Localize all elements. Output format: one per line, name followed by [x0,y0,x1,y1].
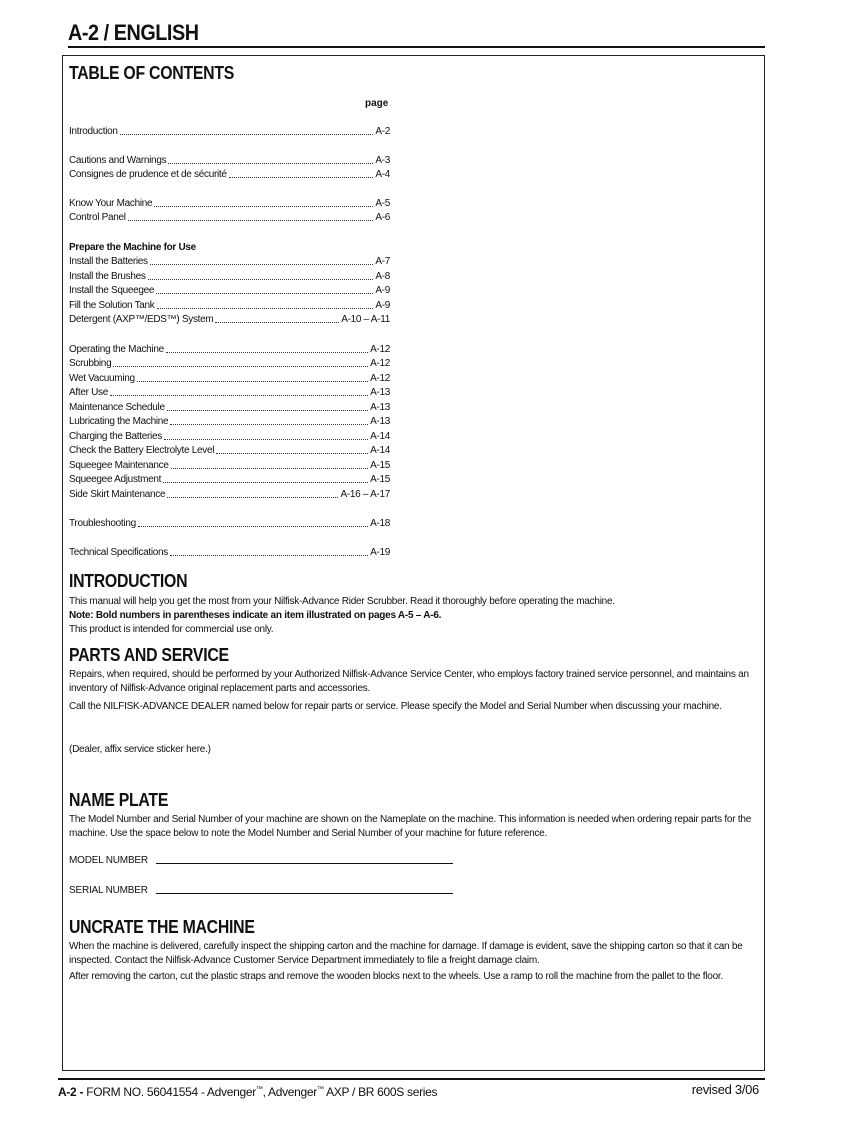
toc-leader [120,134,374,135]
toc-leader [167,497,338,498]
toc-leader [168,163,373,164]
toc-entry[interactable]: Know Your Machine A-5 [69,198,390,209]
toc-entry[interactable]: Side Skirt Maintenance A-16 – A-17 [69,489,390,500]
toc-entry[interactable]: Fill the Solution Tank A-9 [69,300,390,311]
serial-number-line[interactable] [156,892,453,894]
toc-leader [164,439,368,440]
page-title: A-2 / ENGLISH [68,20,199,45]
parts-service-paragraph: Repairs, when required, should be performed by your Authorized Nilfisk-Advance Service Center, who employs factory trained service personnel, and maintains an inventory of Nilfisk-Advance original replacement parts and accessories. [69,669,749,694]
introduction-line: This manual will help you get the most from your Nilfisk-Advance Rider Scrubber. Read it thoroughly before operating the machine. [69,596,615,607]
toc-leader [148,279,374,280]
dealer-sticker-text: (Dealer, affix service sticker here.) [69,744,211,755]
toc-leader [110,395,368,396]
name-plate-paragraph: The Model Number and Serial Number of your machine are shown on the Nameplate on the machine. This information is needed when ordering repair parts for the machine. Use the space below to note the Model Number and Serial Number of your machine for future reference. [69,814,752,839]
introduction-line: This product is intended for commercial use only. [69,624,274,635]
toc-entry[interactable]: Squeegee Adjustment A-15 [69,474,390,485]
toc-entry[interactable]: Lubricating the Machine A-13 [69,416,390,427]
page-header [68,20,765,48]
toc-leader [157,308,374,309]
model-number-line[interactable] [156,862,453,864]
parts-service-heading: PARTS AND SERVICE [69,645,229,665]
footer-revision: revised 3/06 [691,1082,759,1097]
toc-leader [163,482,368,483]
toc-leader [167,410,368,411]
uncrate-heading: UNCRATE THE MACHINE [69,917,255,937]
toc-leader [170,555,368,556]
toc-entry[interactable]: Detergent (AXP™/EDS™) System A-10 – A-11 [69,314,390,325]
serial-number-label: SERIAL NUMBER [69,885,148,896]
toc-entry[interactable]: Wet Vacuuming A-12 [69,373,390,384]
toc-entry[interactable]: Introduction A-2 [69,126,390,137]
toc-leader [216,453,368,454]
toc-entry[interactable]: Cautions and Warnings A-3 [69,155,390,166]
toc-heading: TABLE OF CONTENTS [69,63,235,83]
toc-leader [166,352,368,353]
footer-form-info: A-2 - FORM NO. 56041554 - Advenger™, Advenger™ AXP / BR 600S series [58,1085,438,1099]
toc-entry[interactable]: Install the Squeegee A-9 [69,285,390,296]
toc-entry[interactable]: Check the Battery Electrolyte Level A-14 [69,445,390,456]
model-number-field[interactable] [69,855,453,866]
toc-subheading: Prepare the Machine for Use [69,242,196,253]
toc-entry[interactable]: After Use A-13 [69,387,390,398]
toc-entry[interactable]: Charging the Batteries A-14 [69,431,390,442]
toc-entry[interactable]: Scrubbing A-12 [69,358,390,369]
footer-page-number: A-2 [58,1085,77,1099]
uncrate-paragraph: After removing the carton, cut the plastic straps and remove the wooden blocks next to the wheels. Use a ramp to roll the machine from the pallet to the floor. [69,971,723,982]
toc-entry[interactable]: Control Panel A-6 [69,212,390,223]
toc-leader [128,220,374,221]
toc-entry[interactable]: Technical Specifications A-19 [69,547,390,558]
toc-leader [113,366,368,367]
toc-leader [137,381,368,382]
toc-leader [170,424,368,425]
toc-page-label: page [365,98,389,109]
toc-leader [171,468,368,469]
toc-entry[interactable]: Squeegee Maintenance A-15 [69,460,390,471]
toc-leader [150,264,374,265]
toc-leader [156,293,373,294]
toc-leader [154,206,373,207]
toc-leader [229,177,374,178]
uncrate-paragraph: When the machine is delivered, carefully inspect the shipping carton and the machine for damage. If damage is evident, save the shipping carton so that it can be inspected. Contact the Nilfisk-Advance Customer Service Department immediately to file a freight damage claim. [69,941,743,966]
toc-entry[interactable]: Consignes de prudence et de sécurité A-4 [69,169,390,180]
serial-number-field[interactable] [69,885,453,896]
toc-leader [138,526,368,527]
page-footer [58,1078,765,1110]
toc-entry[interactable]: Install the Brushes A-8 [69,271,390,282]
model-number-label: MODEL NUMBER [69,855,148,866]
toc-entry[interactable]: Operating the Machine A-12 [69,344,390,355]
toc-leader [215,322,339,323]
introduction-text [69,595,759,637]
parts-service-call-text: Call the NILFISK-ADVANCE DEALER named below for repair parts or service. Please specify the Model and Serial Number when discussing your machine. [69,701,722,712]
name-plate-heading: NAME PLATE [69,790,169,810]
toc-entry[interactable]: Troubleshooting A-18 [69,518,390,529]
toc-entry[interactable]: Maintenance Schedule A-13 [69,402,390,413]
introduction-note: Note: Bold numbers in parentheses indicate an item illustrated on pages A-5 – A-6. [69,610,442,621]
introduction-heading: INTRODUCTION [69,571,188,591]
toc-entry[interactable]: Install the Batteries A-7 [69,256,390,267]
